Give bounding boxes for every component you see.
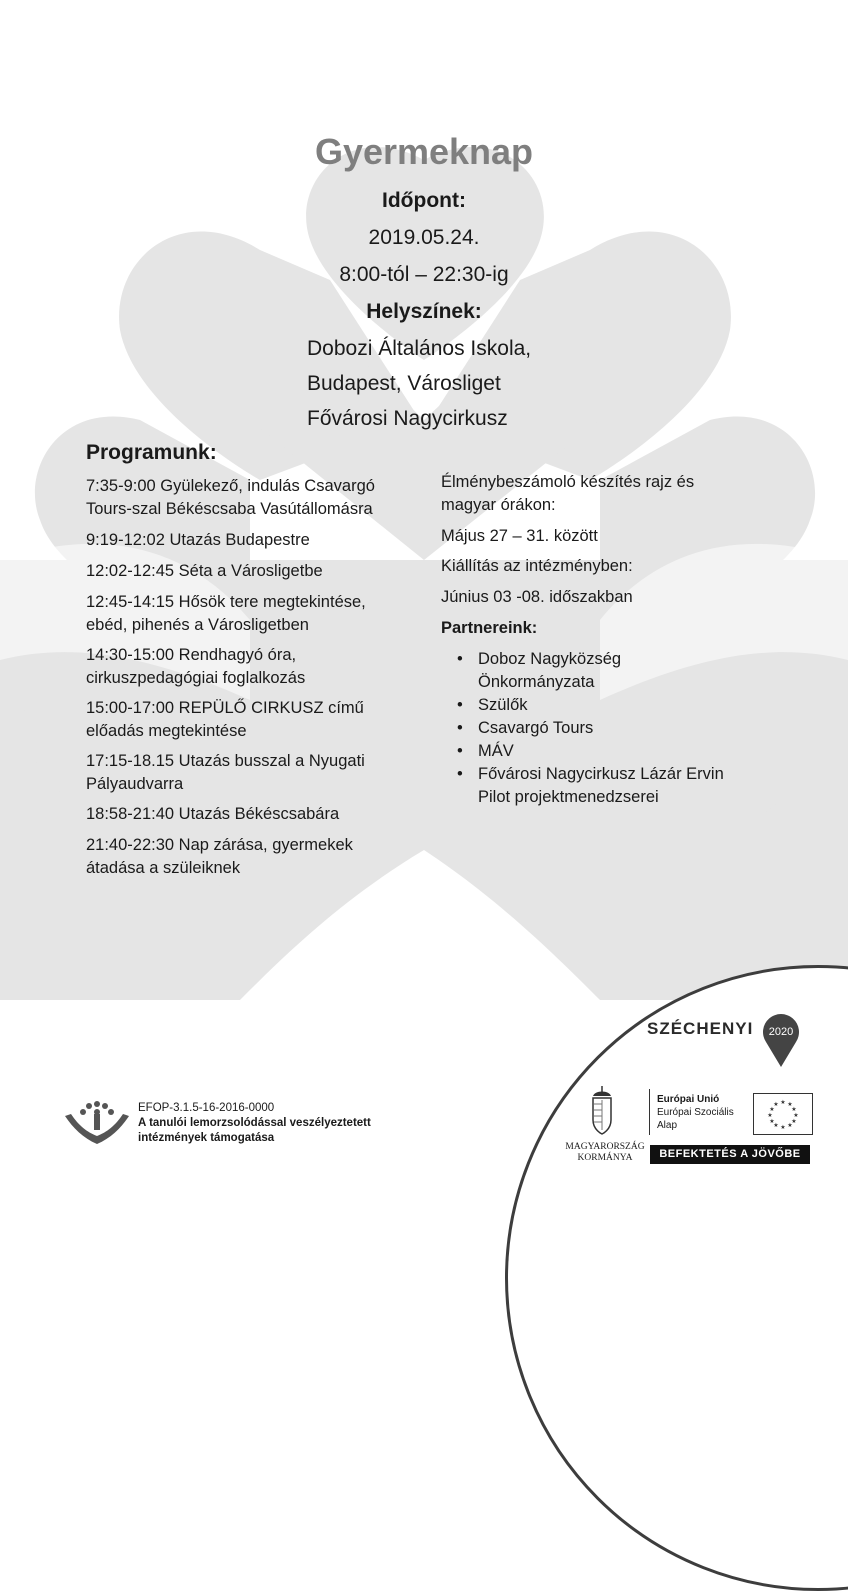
venue-item: Budapest, Városliget xyxy=(307,372,501,395)
partner-line: Pilot projektmenedzserei xyxy=(478,788,659,806)
svg-text:★: ★ xyxy=(780,1099,786,1106)
experience-date: Május 27 – 31. között xyxy=(441,527,598,545)
svg-text:★: ★ xyxy=(787,1101,793,1108)
program-item xyxy=(86,834,426,880)
invest-future-banner: BEFEKTETÉS A JÖVŐBE xyxy=(650,1145,810,1164)
experience-line: magyar órákon: xyxy=(441,496,556,514)
svg-text:★: ★ xyxy=(791,1118,797,1125)
efop-title-line: intézmények támogatása xyxy=(138,1132,275,1144)
program-line: 18:58-21:40 Utazás Békéscsabára xyxy=(86,805,340,823)
program-line: átadása a szüleiknek xyxy=(86,859,241,877)
program-heading: Programunk: xyxy=(86,441,217,464)
partner-item xyxy=(441,717,761,740)
program-line: cirkuszpedagógiai foglalkozás xyxy=(86,669,306,687)
szechenyi-year: 2020 xyxy=(768,1026,794,1038)
program-line: Tours-szal Békéscsaba Vasútállomásra xyxy=(86,500,373,518)
partner-item xyxy=(441,648,761,694)
program-line: 17:15-18.15 Utazás busszal a Nyugati xyxy=(86,752,365,770)
government-line: KORMÁNYA xyxy=(577,1153,633,1163)
program-line: előadás megtekintése xyxy=(86,722,247,740)
efop-title-line: A tanulói lemorzsolódással veszélyeztetett xyxy=(138,1117,371,1129)
venue-item: Dobozi Általános Iskola, xyxy=(307,337,532,360)
exhibition-date: Június 03 -08. időszakban xyxy=(441,588,633,606)
venue-label: Helyszínek: xyxy=(366,300,482,323)
partner-item xyxy=(441,740,761,763)
eu-line: Alap xyxy=(657,1120,678,1131)
svg-text:★: ★ xyxy=(767,1112,773,1119)
program-line: 14:30-15:00 Rendhagyó óra, xyxy=(86,646,297,664)
eu-fund-label xyxy=(657,1093,734,1132)
efop-logo-icon xyxy=(63,1098,131,1148)
program-line: ebéd, pihenés a Városligetben xyxy=(86,616,309,634)
venue-item: Fővárosi Nagycirkusz xyxy=(307,407,508,430)
event-time: 8:00-tól – 22:30-ig xyxy=(339,263,509,286)
svg-text:★: ★ xyxy=(787,1122,793,1129)
svg-text:★: ★ xyxy=(773,1101,779,1108)
program-item xyxy=(86,529,426,552)
program-line: 12:45-14:15 Hősök tere megtekintése, xyxy=(86,593,366,611)
svg-text:★: ★ xyxy=(773,1122,779,1129)
svg-text:★: ★ xyxy=(780,1124,786,1131)
partner-item xyxy=(441,694,761,717)
page-title: Gyermeknap xyxy=(314,131,534,172)
szechenyi-2020-logo-icon xyxy=(760,1012,802,1068)
program-item xyxy=(86,560,426,583)
program-line: 15:00-17:00 REPÜLŐ CIRKUSZ című xyxy=(86,699,364,717)
program-item xyxy=(86,475,426,521)
experience-text xyxy=(441,471,761,517)
svg-text:★: ★ xyxy=(769,1106,775,1113)
exhibition-text: Kiállítás az intézményben: xyxy=(441,557,633,575)
partner-line: • Fővárosi Nagycirkusz Lázár Ervin xyxy=(478,765,724,783)
partner-item xyxy=(441,763,761,809)
program-item xyxy=(86,803,426,826)
event-date: 2019.05.24. xyxy=(368,226,480,249)
program-item xyxy=(86,697,426,743)
partners-list xyxy=(441,648,761,809)
eu-line: Európai Szociális xyxy=(657,1107,734,1118)
program-item xyxy=(86,750,426,796)
eu-line: Európai Unió xyxy=(657,1094,720,1105)
partner-line: • MÁV xyxy=(478,742,514,760)
partner-line: Önkormányzata xyxy=(478,673,595,691)
partners-heading: Partnereink: xyxy=(441,619,538,637)
program-line: Pályaudvarra xyxy=(86,775,184,793)
program-line: 9:19-12:02 Utazás Budapestre xyxy=(86,531,310,549)
hungarian-coat-of-arms-icon xyxy=(585,1086,619,1138)
program-line: 12:02-12:45 Séta a Városligetbe xyxy=(86,562,323,580)
svg-text:★: ★ xyxy=(769,1118,775,1125)
government-label xyxy=(559,1142,651,1164)
partner-line: • Csavargó Tours xyxy=(478,719,594,737)
efop-project-info xyxy=(138,1101,371,1146)
svg-text:★: ★ xyxy=(791,1106,797,1113)
program-line: 21:40-22:30 Nap zárása, gyermekek xyxy=(86,836,353,854)
date-label: Időpont: xyxy=(382,189,466,212)
experience-line: Élménybeszámoló készítés rajz és xyxy=(441,473,695,491)
svg-text:★: ★ xyxy=(793,1112,799,1119)
partner-line: • Doboz Nagyközség xyxy=(478,650,622,668)
efop-code: EFOP-3.1.5-16-2016-0000 xyxy=(138,1102,275,1114)
eu-flag-icon xyxy=(753,1093,813,1135)
program-item xyxy=(86,644,426,690)
program-item xyxy=(86,591,426,637)
government-line: MAGYARORSZÁG xyxy=(565,1142,645,1152)
szechenyi-label: SZÉCHENYI xyxy=(647,1019,754,1038)
partner-line: • Szülők xyxy=(478,696,528,714)
program-line: 7:35-9:00 Gyülekező, indulás Csavargó xyxy=(86,477,375,495)
